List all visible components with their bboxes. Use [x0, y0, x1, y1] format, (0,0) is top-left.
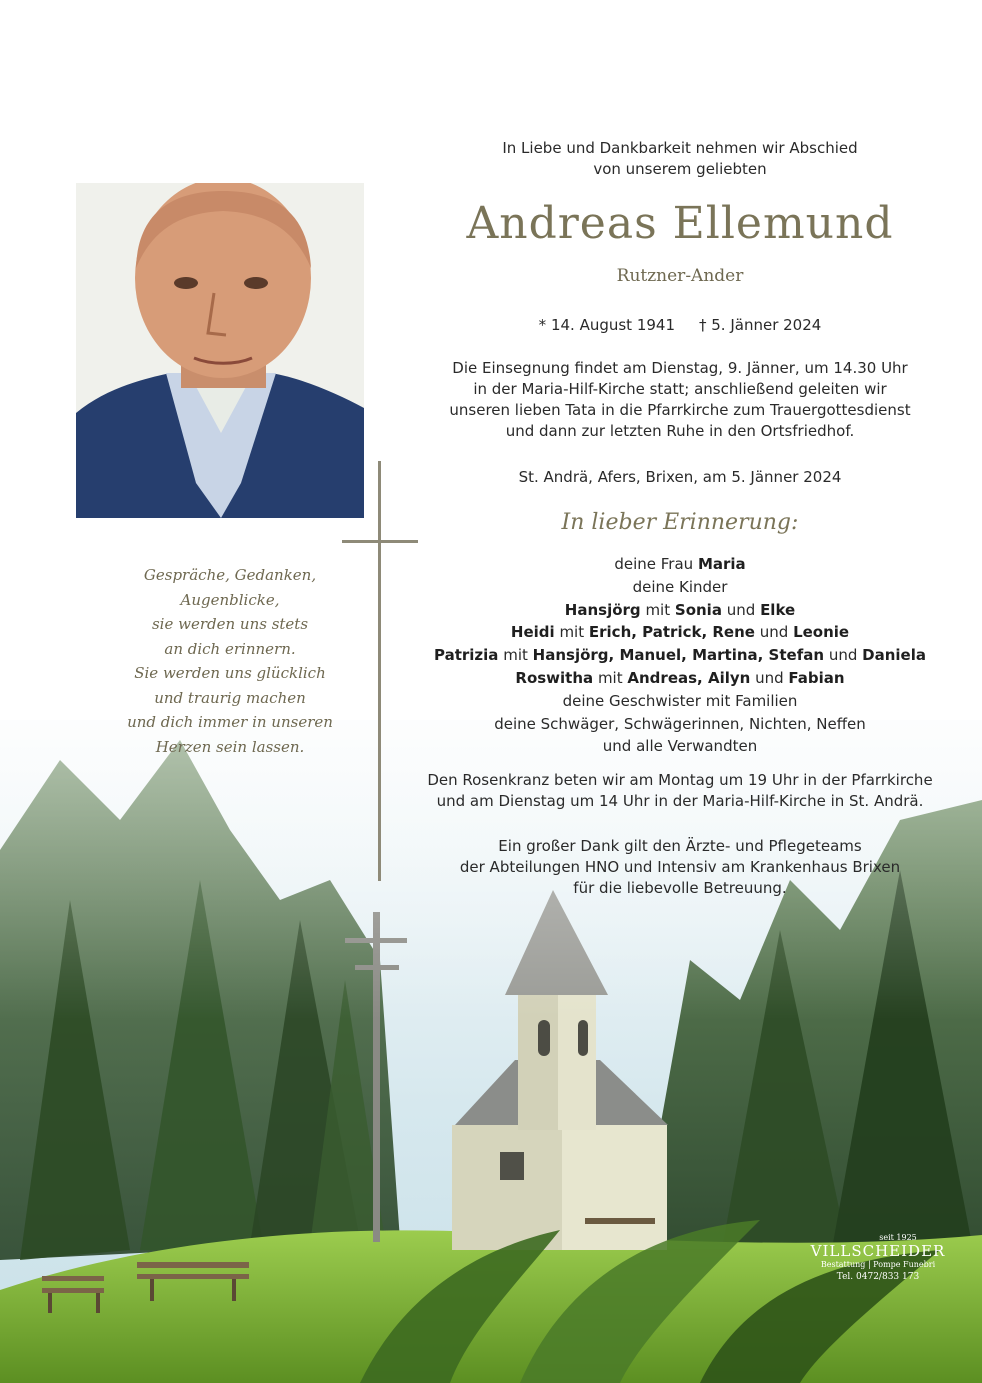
intro-line-1: In Liebe und Dankbarkeit nehmen wir Abschied: [502, 139, 858, 157]
house-name: Rutzner-Ander: [616, 266, 744, 286]
family-child-2: Heidi mit Erich, Patrick, Rene und Leonie: [510, 623, 850, 642]
logo-subtitle: Bestattung | Pompe Funebri: [820, 1260, 936, 1269]
ceremony-line-1: Die Einsegnung findet am Dienstag, 9. Jänner, um 14.30 Uhr: [452, 359, 908, 377]
death-date: † 5. Jänner 2024: [699, 316, 822, 334]
logo-since: seit 1925: [879, 1233, 917, 1242]
poem-line-1: Gespräche, Gedanken,: [143, 566, 317, 584]
funeral-home-logo: [808, 1233, 948, 1282]
poem-line-4: an dich erinnern.: [164, 639, 296, 658]
ceremony-line-2: in der Maria-Hilf-Kirche statt; anschließend geleiten wir: [473, 380, 887, 398]
family-relatives: und alle Verwandten: [602, 737, 758, 756]
poem-line-8: Herzen sein lassen.: [155, 737, 305, 756]
rosary-line-2: und am Dienstag um 14 Uhr in der Maria-Hilf-Kirche in St. Andrä.: [436, 792, 924, 810]
deceased-name: Andreas Ellemund: [466, 198, 894, 249]
intro-line-2: von unserem geliebten: [593, 160, 767, 178]
family-children-label: deine Kinder: [632, 577, 728, 596]
family-siblings: deine Geschwister mit Familien: [562, 691, 798, 710]
poem-line-6: und traurig machen: [154, 688, 306, 707]
family-wife: deine Frau Maria: [614, 555, 746, 573]
memorial-poem: [80, 563, 380, 759]
thanks-line-2: der Abteilungen HNO und Intensiv am Krankenhaus Brixen: [459, 858, 901, 876]
birth-date: * 14. August 1941: [538, 316, 675, 334]
life-dates: [420, 316, 940, 334]
memory-title: In lieber Erinnerung:: [561, 510, 799, 535]
family-child-3: Patrizia mit Hansjörg, Manuel, Martina, Stefan und Daniela: [434, 646, 926, 665]
intro-text: [420, 138, 940, 180]
portrait-photo: [76, 183, 364, 518]
ceremony-line-3: unseren lieben Tata in die Pfarrkirche zum Trauergottesdienst: [449, 401, 911, 419]
ceremony-line-4: und dann zur letzten Ruhe in den Ortsfriedhof.: [505, 422, 855, 440]
poem-line-7: und dich immer in unseren: [127, 713, 333, 731]
thanks-text: [390, 836, 970, 899]
family-child-4: Roswitha mit Andreas, Ailyn und Fabian: [515, 668, 845, 687]
logo-name: VILLSCHEIDER: [810, 1242, 946, 1260]
family-inlaws: deine Schwäger, Schwägerinnen, Nichten, Neffen: [494, 714, 866, 733]
family-child-1: Hansjörg mit Sonia und Elke: [564, 600, 796, 619]
thanks-line-3: für die liebevolle Betreuung.: [573, 879, 787, 897]
rosary-line-1: Den Rosenkranz beten wir am Montag um 19 Uhr in der Pfarrkirche: [427, 771, 933, 789]
thanks-line-1: Ein großer Dank gilt den Ärzte- und Pflegeteams: [498, 837, 862, 855]
poem-line-2: Augenblicke,: [180, 590, 280, 609]
poem-line-3: sie werden uns stets: [151, 615, 309, 633]
ceremony-text: [410, 358, 950, 442]
poem-line-5: Sie werden uns glücklich: [134, 664, 326, 682]
place-date: St. Andrä, Afers, Brixen, am 5. Jänner 2024: [518, 468, 842, 486]
family-list: [390, 553, 970, 758]
rosary-text: [390, 770, 970, 812]
logo-phone: Tel. 0472/833 173: [836, 1272, 920, 1282]
